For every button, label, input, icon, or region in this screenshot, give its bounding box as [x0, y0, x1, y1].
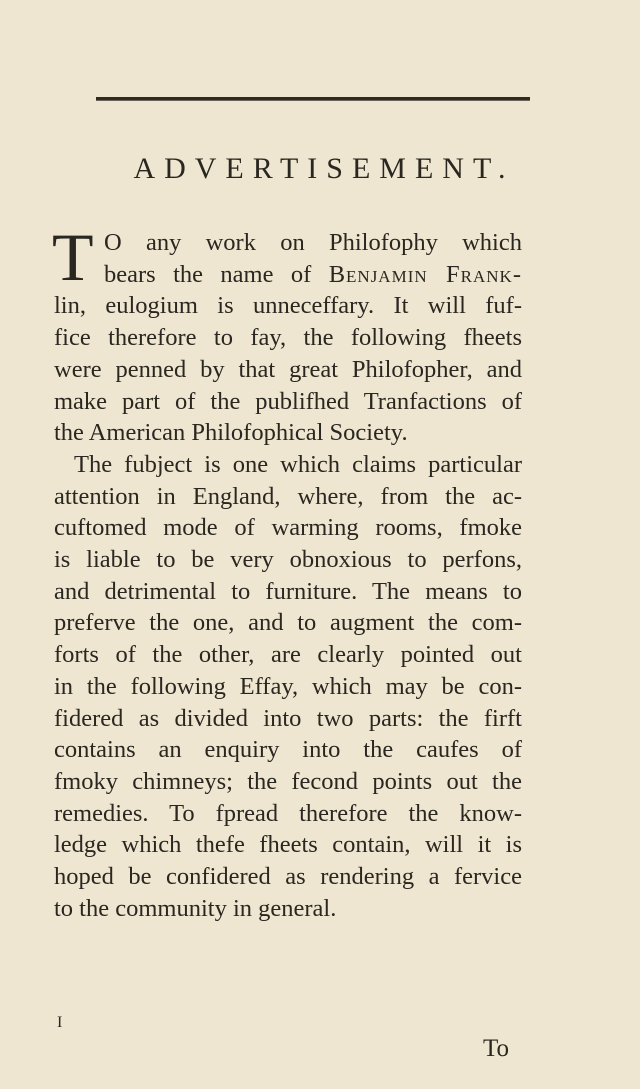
text-line: is liable to be very obnoxious to perfons, — [54, 546, 522, 574]
text-line: fmoky chimneys; the fecond points out the — [54, 767, 522, 795]
text-line — [54, 259, 522, 291]
text-line: contains an enquiry into the caufes of — [54, 736, 522, 764]
text-line: in the following Effay, which may be con- — [54, 672, 522, 700]
text-line: fice therefore to fay, the following fheets — [54, 324, 522, 352]
text-line: attention in England, where, from the ac- — [54, 482, 522, 510]
text-line: O any work on Philofophy which — [104, 229, 522, 256]
page-heading: ADVERTISEMENT. — [133, 152, 515, 185]
text-line: cuftomed mode of warming rooms, fmoke — [54, 514, 522, 542]
text-line: hoped be confidered as rendering a fervice — [54, 863, 522, 891]
text-line: the American Philofophical Society. — [54, 419, 408, 447]
text-line: fidered as divided into two parts: the firft — [54, 704, 522, 732]
text-line: remedies. To fpread therefore the know- — [54, 799, 522, 827]
text-line: ledge which thefe fheets contain, will it is — [54, 831, 522, 859]
text-line: preferve the one, and to augment the com- — [54, 609, 522, 637]
advertisement-body — [52, 219, 522, 924]
text-line: and detrimental to furniture. The means to — [54, 577, 522, 605]
author-name: Benjamin Frank- — [328, 260, 522, 288]
text-line: make part of the publifhed Tranfactions of — [54, 387, 522, 415]
text-line: forts of the other, are clearly pointed out — [54, 641, 522, 669]
catchword: To — [483, 1035, 510, 1062]
text-line: The fubject is one which claims particular — [74, 450, 522, 478]
drop-cap: T — [52, 219, 94, 295]
signature-mark: I — [57, 1014, 63, 1031]
text-line-part: bears the name of — [104, 260, 329, 288]
text-line: lin, eulogium is unneceffary. It will fuf- — [54, 292, 522, 320]
text-line: were penned by that great Philofopher, and — [54, 355, 522, 383]
text-line: to the community in general. — [54, 894, 337, 922]
top-rule — [96, 97, 530, 101]
